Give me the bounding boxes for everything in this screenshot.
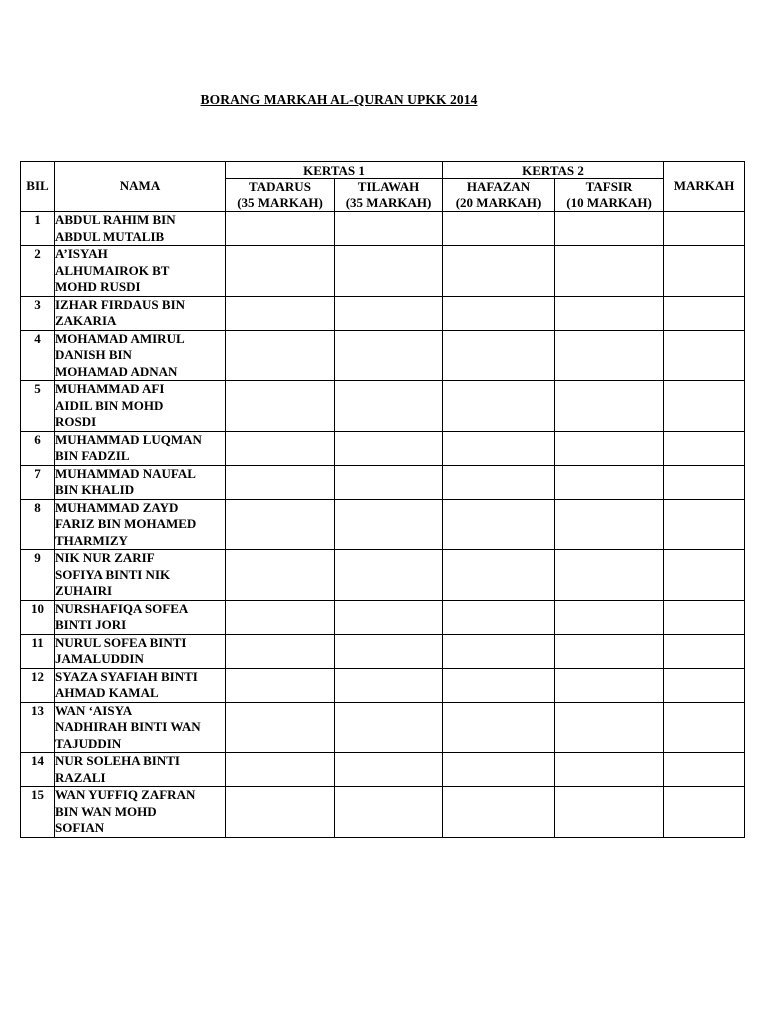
student-name-line: WAN YUFFIQ ZAFRAN: [55, 787, 196, 802]
cell-markah[interactable]: [664, 499, 745, 550]
row-number: 5: [21, 381, 55, 432]
cell-hafazan[interactable]: [443, 600, 555, 634]
cell-markah[interactable]: [664, 465, 745, 499]
cell-markah[interactable]: [664, 431, 745, 465]
cell-tilawah[interactable]: [335, 753, 443, 787]
header-markah: MARKAH: [664, 162, 745, 212]
cell-hafazan[interactable]: [443, 702, 555, 753]
cell-hafazan[interactable]: [443, 787, 555, 838]
header-bil: BIL: [21, 162, 55, 212]
student-name-line: MOHD RUSDI: [55, 279, 141, 294]
cell-tilawah[interactable]: [335, 499, 443, 550]
student-name-line: NIK NUR ZARIF: [55, 550, 155, 565]
student-name-line: SOFIYA BINTI NIK: [55, 566, 171, 582]
student-name: [55, 465, 226, 499]
student-name-line: MUHAMMAD NAUFAL: [55, 465, 196, 481]
cell-tafsir[interactable]: [555, 296, 664, 330]
cell-tadarus[interactable]: [226, 668, 335, 702]
cell-tilawah[interactable]: [335, 246, 443, 297]
header-tafsir: [555, 179, 664, 212]
cell-tilawah[interactable]: [335, 668, 443, 702]
row-number: 4: [21, 330, 55, 381]
table-row: [21, 499, 745, 550]
cell-tafsir[interactable]: [555, 499, 664, 550]
cell-hafazan[interactable]: [443, 212, 555, 246]
cell-tafsir[interactable]: [555, 246, 664, 297]
marks-table: [20, 161, 745, 838]
cell-markah[interactable]: [664, 330, 745, 381]
page-title: BORANG MARKAH AL-QURAN UPKK 2014: [200, 92, 478, 107]
student-name-line: MOHAMAD ADNAN: [55, 363, 178, 379]
student-name: [55, 787, 226, 838]
cell-tadarus[interactable]: [226, 634, 335, 668]
cell-hafazan[interactable]: [443, 381, 555, 432]
cell-tilawah[interactable]: [335, 296, 443, 330]
cell-hafazan[interactable]: [443, 550, 555, 601]
student-name-line: BIN WAN MOHD: [55, 803, 157, 819]
cell-tadarus[interactable]: [226, 702, 335, 753]
row-number: 15: [21, 787, 55, 838]
student-name-line: MUHAMMAD AFI: [55, 381, 165, 396]
cell-markah[interactable]: [664, 550, 745, 601]
student-name-line: NURSHAFIQA SOFEA: [55, 600, 189, 616]
cell-markah[interactable]: [664, 296, 745, 330]
header-kertas-2: KERTAS 2: [443, 162, 664, 179]
cell-tilawah[interactable]: [335, 381, 443, 432]
cell-tilawah[interactable]: [335, 212, 443, 246]
row-number: 2: [21, 246, 55, 297]
student-name-line: MUHAMMAD LUQMAN: [55, 431, 202, 447]
header-kertas-1: KERTAS 1: [226, 162, 443, 179]
student-name-line: BINTI JORI: [55, 617, 127, 632]
table-row: [21, 246, 745, 297]
student-name-line: NADHIRAH BINTI WAN: [55, 719, 201, 734]
cell-tilawah[interactable]: [335, 600, 443, 634]
student-name-line: SYAZA SYAFIAH BINTI: [55, 668, 198, 684]
table-row: [21, 702, 745, 753]
cell-tadarus[interactable]: [226, 381, 335, 432]
student-name-line: AHMAD KAMAL: [55, 685, 159, 700]
cell-tilawah[interactable]: [335, 702, 443, 753]
student-name: [55, 499, 226, 550]
cell-tafsir[interactable]: [555, 787, 664, 838]
student-name-line: TAJUDDIN: [55, 735, 122, 751]
header-tilawah: [335, 179, 443, 212]
cell-hafazan[interactable]: [443, 499, 555, 550]
row-number: 7: [21, 465, 55, 499]
header-tadarus-marks: (35 MARKAH): [237, 195, 323, 210]
student-name-line: WAN ‘AISYA: [55, 702, 133, 718]
cell-tafsir[interactable]: [555, 550, 664, 601]
cell-tadarus[interactable]: [226, 431, 335, 465]
student-name-line: NUR SOLEHA BINTI: [55, 753, 180, 768]
header-tafsir-label: TAFSIR: [585, 179, 633, 194]
header-hafazan-label: HAFAZAN: [466, 179, 531, 194]
student-name-line: THARMIZY: [55, 532, 128, 548]
student-name-line: BIN KHALID: [55, 482, 135, 497]
student-name-line: IZHAR FIRDAUS BIN: [55, 296, 186, 312]
header-tafsir-marks: (10 MARKAH): [566, 195, 652, 210]
cell-markah[interactable]: [664, 668, 745, 702]
cell-hafazan[interactable]: [443, 753, 555, 787]
header-row-groups: [21, 162, 745, 179]
table-row: [21, 212, 745, 246]
cell-markah[interactable]: [664, 634, 745, 668]
cell-tilawah[interactable]: [335, 634, 443, 668]
cell-tadarus[interactable]: [226, 753, 335, 787]
header-nama: NAMA: [55, 162, 226, 212]
student-name-line: MUHAMMAD ZAYD: [55, 499, 179, 515]
table-row: [21, 431, 745, 465]
cell-hafazan[interactable]: [443, 668, 555, 702]
student-name: [55, 246, 226, 297]
cell-tafsir[interactable]: [555, 212, 664, 246]
row-number: 14: [21, 753, 55, 787]
student-name-line: BIN FADZIL: [55, 448, 130, 463]
header-hafazan: [443, 179, 555, 212]
cell-tilawah[interactable]: [335, 550, 443, 601]
cell-hafazan[interactable]: [443, 431, 555, 465]
student-name-line: RAZALI: [55, 769, 106, 785]
student-name-line: NURUL SOFEA BINTI: [55, 634, 187, 650]
cell-tafsir[interactable]: [555, 431, 664, 465]
student-name: [55, 431, 226, 465]
student-name-line: ZAKARIA: [55, 313, 117, 328]
table-row: [21, 381, 745, 432]
cell-tadarus[interactable]: [226, 465, 335, 499]
header-tadarus-label: TADARUS: [249, 179, 311, 194]
cell-markah[interactable]: [664, 246, 745, 297]
cell-markah[interactable]: [664, 212, 745, 246]
student-name-line: JAMALUDDIN: [55, 651, 144, 666]
cell-markah[interactable]: [664, 381, 745, 432]
cell-tafsir[interactable]: [555, 381, 664, 432]
cell-tadarus[interactable]: [226, 296, 335, 330]
cell-tafsir[interactable]: [555, 668, 664, 702]
row-number: 9: [21, 550, 55, 601]
row-number: 1: [21, 212, 55, 246]
cell-tadarus[interactable]: [226, 787, 335, 838]
student-name-line: AIDIL BIN MOHD: [55, 397, 164, 413]
table-row: [21, 787, 745, 838]
header-tilawah-marks: (35 MARKAH): [345, 195, 432, 210]
student-name-line: ABDUL RAHIM BIN: [55, 212, 176, 227]
cell-tilawah[interactable]: [335, 330, 443, 381]
student-name: [55, 668, 226, 702]
cell-tadarus[interactable]: [226, 550, 335, 601]
cell-tadarus[interactable]: [226, 499, 335, 550]
student-name: [55, 296, 226, 330]
row-number: 10: [21, 600, 55, 634]
cell-tafsir[interactable]: [555, 600, 664, 634]
student-name-line: A’ISYAH: [55, 246, 108, 261]
student-name-line: ZUHAIRI: [55, 583, 113, 598]
cell-tadarus[interactable]: [226, 212, 335, 246]
student-name: [55, 634, 226, 668]
table-row: [21, 600, 745, 634]
student-name-line: DANISH BIN: [55, 347, 132, 362]
cell-hafazan[interactable]: [443, 330, 555, 381]
cell-tafsir[interactable]: [555, 753, 664, 787]
header-tilawah-label: TILAWAH: [357, 179, 420, 194]
cell-tilawah[interactable]: [335, 431, 443, 465]
row-number: 8: [21, 499, 55, 550]
cell-markah[interactable]: [664, 702, 745, 753]
cell-tadarus[interactable]: [226, 330, 335, 381]
cell-hafazan[interactable]: [443, 465, 555, 499]
cell-tafsir[interactable]: [555, 634, 664, 668]
student-name: [55, 381, 226, 432]
table-row: [21, 330, 745, 381]
student-name: [55, 702, 226, 753]
cell-tadarus[interactable]: [226, 600, 335, 634]
cell-tafsir[interactable]: [555, 702, 664, 753]
table-row: [21, 465, 745, 499]
student-name: [55, 600, 226, 634]
cell-tadarus[interactable]: [226, 246, 335, 297]
table-header: [21, 162, 745, 212]
student-name-line: ROSDI: [55, 414, 97, 429]
row-number: 13: [21, 702, 55, 753]
student-name-line: SOFIAN: [55, 820, 105, 835]
cell-tilawah[interactable]: [335, 465, 443, 499]
cell-markah[interactable]: [664, 787, 745, 838]
cell-hafazan[interactable]: [443, 246, 555, 297]
row-number: 11: [21, 634, 55, 668]
table-body: [21, 212, 745, 838]
table-row: [21, 753, 745, 787]
table-row: [21, 550, 745, 601]
cell-hafazan[interactable]: [443, 296, 555, 330]
student-name: [55, 212, 226, 246]
student-name: [55, 753, 226, 787]
student-name: [55, 330, 226, 381]
row-number: 3: [21, 296, 55, 330]
student-name: [55, 550, 226, 601]
cell-tilawah[interactable]: [335, 787, 443, 838]
header-hafazan-marks: (20 MARKAH): [455, 195, 542, 210]
student-name-line: FARIZ BIN MOHAMED: [55, 516, 197, 531]
table-row: [21, 634, 745, 668]
cell-hafazan[interactable]: [443, 634, 555, 668]
table-row: [21, 296, 745, 330]
header-tadarus: [226, 179, 335, 212]
row-number: 6: [21, 431, 55, 465]
cell-markah[interactable]: [664, 600, 745, 634]
table-row: [21, 668, 745, 702]
cell-tafsir[interactable]: [555, 465, 664, 499]
cell-markah[interactable]: [664, 753, 745, 787]
row-number: 12: [21, 668, 55, 702]
student-name-line: ABDUL MUTALIB: [55, 228, 165, 244]
student-name-line: MOHAMAD AMIRUL: [55, 330, 185, 346]
student-name-line: ALHUMAIROK BT: [55, 262, 170, 278]
cell-tafsir[interactable]: [555, 330, 664, 381]
